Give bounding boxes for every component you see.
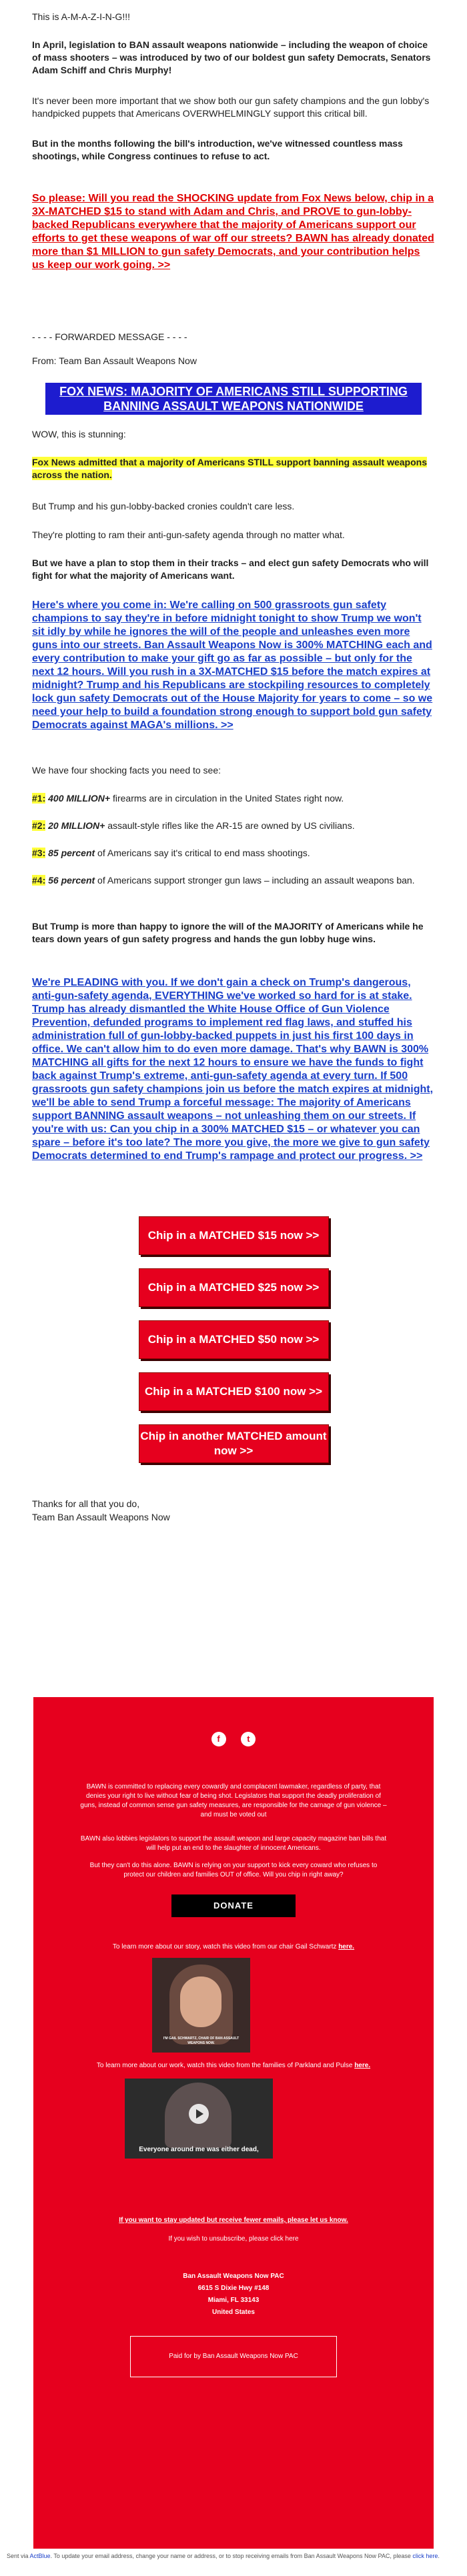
forwarded-message: - - - - FORWARDED MESSAGE - - - - — [32, 331, 187, 342]
actblue-link[interactable]: ActBlue — [29, 2553, 51, 2559]
paid-for-text: Paid for by Ban Assault Weapons Now PAC — [169, 2353, 298, 2360]
paragraph-legislation: In April, legislation to BAN assault weapons nationwide – including the weapon of choice of mass shooters – was introduced by two of our boldest gun safety Democrats, Senators Adam Schiff and Chris Murphy! — [32, 39, 431, 75]
video2-caption: Everyone around me was either dead, — [139, 2146, 259, 2153]
from-line: From: Team Ban Assault Weapons Now — [32, 355, 197, 366]
fact-text: assault-style rifles like the AR-15 are owned by US civilians. — [105, 820, 355, 831]
address-line-2: Miami, FL 33143 — [207, 2297, 260, 2304]
donate-button[interactable]: DONATE — [171, 1894, 296, 1917]
unsubscribe-link[interactable]: If you wish to unsubscribe, please click here — [168, 2235, 299, 2243]
fact-stat: 85 percent — [48, 848, 95, 858]
paragraph-plotting: They're plotting to ram their anti-gun-safety agenda through no matter what. — [32, 529, 345, 540]
donate-button-5[interactable]: Chip in another MATCHED amount now >> — [139, 1424, 329, 1463]
facebook-icon[interactable]: f — [211, 1732, 226, 1746]
story-text-label: To learn more about our story, watch this video from our chair Gail Schwartz — [112, 1943, 339, 1951]
bottom-end: . — [438, 2553, 440, 2559]
donate-button-1[interactable]: Chip in a MATCHED $15 now >> — [139, 1216, 329, 1255]
fox-quote-highlight: Fox News admitted that a majority of Americans STILL support banning assault weapons across the nation. — [32, 457, 427, 480]
fewer-emails-link[interactable]: If you want to stay updated but receive fewer emails, please let us know. — [119, 2217, 348, 2224]
address-line-1: 6615 S Dixie Hwy #148 — [197, 2285, 270, 2292]
social-links — [33, 1732, 434, 1746]
donate-button-4[interactable]: Chip in a MATCHED $100 now >> — [139, 1372, 329, 1411]
donate-link-pleading[interactable]: We're PLEADING with you. If we don't gain a check on Trump's dangerous, anti-gun-safety agenda, EVERYTHING we've worked so hard for is at stake. Trump has already dismantled the White House Office of Gun Violence Prevention, defunded programs to implement red flag laws, and stuffed his administration full of gun-lobby-backed puppets in just his first 100 days in office. We can't allow him to do even more damage. That's why BAWN is 300% MATCHING all gifts for the next 12 hours to ensure we have the funds to fight back against Trump's extreme, anti-gun-safety agenda at every turn. If 500 grassroots gun safety champions join us before the match expires at midnight, we'll be able to send Trump a forceful message: The majority of Americans support BANNING assault weapons – not unleashing them on our streets. If you're with us: Can you chip in a 300% MATCHED $15 – or whatever you can spare – before it's too late? The more you give, the more we give to gun safety Democrats determined to end Trump's rampage and protect our progress. >> — [32, 977, 434, 1162]
donate-link-grassroots[interactable]: Here's where you come in: We're calling on 500 grassroots gun safety champions to say they're in before midnight tonight to show Trump we won't sit idly by while he ignores the will of the people and unleashes even more guns into our streets. Ban Assault Weapons Now is 300% MATCHING each and every contribution to make your gift go as far as possible – but only for the next 12 hours. Will you rush in a 3X-MATCHED $15 before the match expires at midnight? Trump and his Republicans are stockpiling resources to completely lock gun safety Democrats out of the House Majority for years to come – so we need your help to build a foundation strong enough to support bold gun safety Democrats against MAGA's millions. >> — [32, 599, 433, 731]
bottom-pre: Sent via — [7, 2553, 30, 2559]
work-text — [33, 2061, 434, 2071]
work-video-link[interactable]: here. — [354, 2062, 371, 2069]
intro-text: This is A-M-A-Z-I-N-G!!! — [32, 11, 130, 22]
fact-number: #2: — [32, 820, 46, 831]
donate-button-2[interactable]: Chip in a MATCHED $25 now >> — [139, 1268, 329, 1307]
fact-item — [32, 792, 435, 805]
fact-stat: 56 percent — [48, 875, 95, 886]
donate-wrap — [33, 1894, 434, 1917]
thanks-text: Thanks for all that you do, — [32, 1498, 140, 1509]
org-name: Ban Assault Weapons Now PAC — [183, 2273, 284, 2280]
footer-lobby: BAWN also lobbies legislators to support the assault weapon and large capacity magazine ban bills that will help put an end to the slaughter of innocent Americans. — [80, 1835, 387, 1852]
footer — [33, 1697, 434, 2549]
paragraph-ignore: But Trump is more than happy to ignore the will of the MAJORITY of Americans while he tears down years of gun safety progress and hands the gun lobby huge wins. — [32, 921, 424, 944]
video-thumbnail-families[interactable] — [125, 2079, 273, 2159]
facts-intro: We have four shocking facts you need to see: — [32, 765, 221, 776]
headline-banner — [32, 383, 435, 415]
story-video-link[interactable]: here. — [338, 1943, 355, 1951]
paragraph-trump: But Trump and his gun-lobby-backed cronies couldn't care less. — [32, 501, 295, 511]
fact-number: #1: — [32, 793, 46, 804]
facts-list — [32, 792, 435, 902]
bottom-mid: . To update your email address, change your name or address, or to stop receiving emails from Ban Assault Weapons Now PAC, please — [50, 2553, 413, 2559]
fact-text: of Americans say it's critical to end mass shootings. — [95, 848, 310, 858]
fact-text: of Americans support stronger gun laws – including an assault weapons ban. — [95, 875, 415, 886]
fact-stat: 20 MILLION+ — [48, 820, 105, 831]
fact-text: firearms are in circulation in the United States right now. — [110, 793, 344, 804]
fact-item — [32, 847, 435, 860]
donation-buttons — [32, 1216, 435, 1476]
manage-preferences-link[interactable]: click here — [412, 2553, 438, 2559]
fact-item — [32, 820, 435, 832]
wow-text: WOW, this is stunning: — [32, 429, 126, 439]
play-icon[interactable] — [189, 2104, 209, 2124]
paragraph-support: It's never been more important that we show both our gun safety champions and the gun lobby's handpicked puppets that Americans OVERWHELMINGLY support this critical bill. — [32, 95, 430, 119]
fact-item — [32, 874, 435, 887]
video1-caption: I'M GAIL SCHWARTZ, CHAIR OF BAN ASSAULT WEAPONS NOW. — [163, 2037, 240, 2045]
story-text — [33, 1943, 434, 1952]
footer-mission: BAWN is committed to replacing every cowardly and complacent lawmaker, regardless of party, that denies your right to live without fear of being shot. Legislators that support the deadly proliferation of guns, instead of common sense gun safety measures, are responsible for the carnage of gun violence – and must be voted out — [80, 1783, 387, 1818]
address-country: United States — [212, 2309, 255, 2316]
twitter-icon[interactable]: t — [241, 1732, 256, 1746]
signoff-text: Team Ban Assault Weapons Now — [32, 1512, 170, 1522]
face-shape — [180, 1977, 221, 2027]
bottom-bar — [7, 2552, 460, 2560]
paragraph-plan: But we have a plan to stop them in their tracks – and elect gun safety Democrats who will fight for what the majority of Americans want. — [32, 557, 429, 581]
footer-ask: But they can't do this alone. BAWN is relying on your support to kick every coward who refuses to protect our children and families OUT of office. Will you chip in right away? — [89, 1862, 378, 1878]
fact-number: #4: — [32, 875, 46, 886]
video-thumbnail-gail[interactable] — [152, 1958, 250, 2053]
fact-stat: 400 MILLION+ — [48, 793, 111, 804]
donate-button-3[interactable]: Chip in a MATCHED $50 now >> — [139, 1320, 329, 1359]
fact-number: #3: — [32, 848, 46, 858]
fox-quote — [32, 456, 435, 481]
headline-text: FOX NEWS: MAJORITY OF AMERICANS STILL SUPPORTING BANNING ASSAULT WEAPONS NATIONWIDE — [45, 383, 422, 415]
donate-link-fox-update[interactable]: So please: Will you read the SHOCKING update from Fox News below, chip in a 3X-MATCHED $15 to stand with Adam and Chris, and PROVE to gun-lobby-backed Republicans everywhere that the majority of Americans support our efforts to get these weapons of war off our streets? BAWN has already donated more than $1 MILLION to gun safety Democrats, and your contribution helps us keep our work going. >> — [32, 193, 434, 271]
paragraph-mass-shootings: But in the months following the bill's introduction, we've witnessed countless mass shootings, while Congress continues to refuse to act. — [32, 138, 403, 161]
paid-for-box — [130, 2336, 337, 2377]
work-text-label: To learn more about our work, watch this video from the families of Parkland and Pulse — [96, 2062, 355, 2069]
